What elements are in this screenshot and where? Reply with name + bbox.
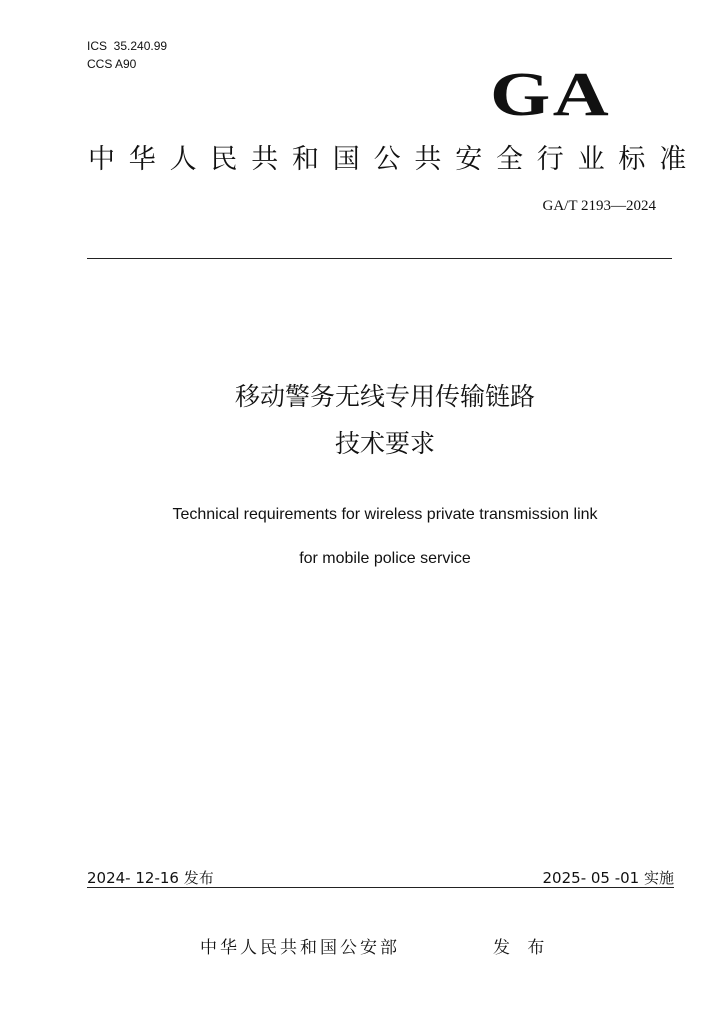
standard-number: GA/T 2193—2024 xyxy=(542,198,656,214)
issuing-authority: 中华人民共和国公安部 xyxy=(200,938,400,958)
english-title-line1: Technical requirements for wireless private transmission link xyxy=(172,506,598,523)
issue-label: 发 布 xyxy=(493,938,551,958)
classification-codes xyxy=(87,37,167,73)
effective-date: 2025- 05 -01 实施 xyxy=(542,869,674,887)
header-divider xyxy=(87,258,672,259)
english-title-line2: for mobile police service xyxy=(299,550,471,567)
issue-date: 2024- 12-16 发布 xyxy=(87,869,214,887)
chinese-title-line2: 技术要求 xyxy=(334,429,435,458)
footer-divider xyxy=(87,887,674,888)
chinese-title-line1: 移动警务无线专用传输链路 xyxy=(234,382,535,411)
ga-logo: GA xyxy=(490,61,612,129)
ics-code: ICS 35.240.99 xyxy=(87,39,168,53)
standard-category-title: 中华人民共和国公共安全行业标准 xyxy=(88,144,700,175)
ccs-code: CCS A90 xyxy=(87,57,137,71)
